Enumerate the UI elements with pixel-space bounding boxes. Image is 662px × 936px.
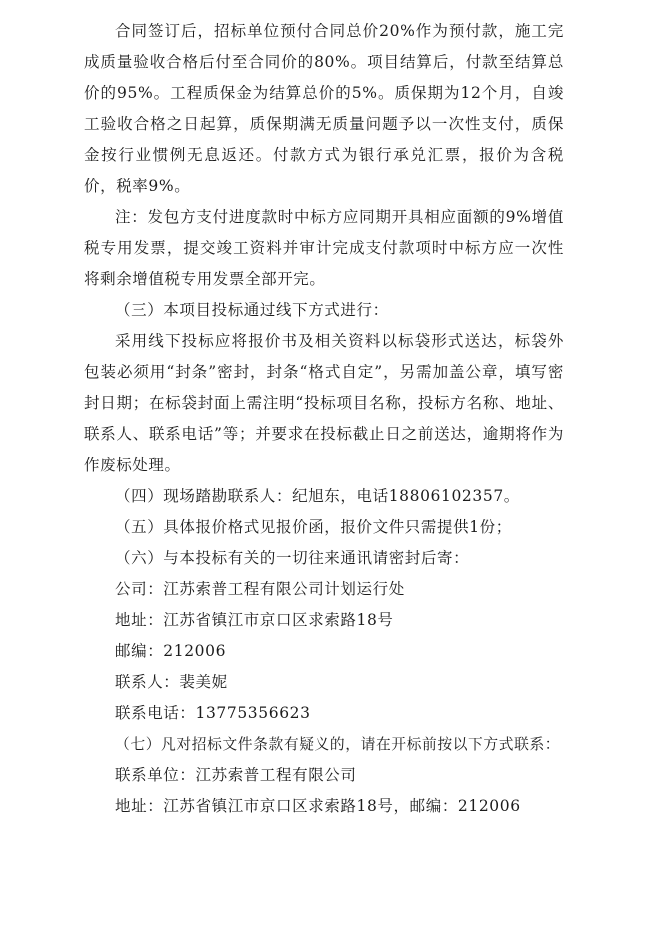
mailing-instruction: （六）与本投标有关的一切往来通讯请密封后寄：: [115, 549, 470, 567]
company-line: 公司：江苏索普工程有限公司计划运行处: [115, 580, 405, 598]
offline-bidding-paragraph: 采用线下投标应将报价书及相关资料以标袋形式送达，标袋外包装必须用“封条”密封，封条“格式自定”，另需加盖公章，填写密封日期；在标袋封面上需注明“投标项目名称，投标方名称、地址、联系人、联系电话”等；并要求在投标截止日之前送达，逾期将作为作废标处理。: [84, 332, 564, 474]
payment-terms-paragraph: 合同签订后，招标单位预付合同总价20%作为预付款，施工完成质量验收合格后付至合同价的80%。项目结算后，付款至结算总价的95%。工程质保金为结算总价的5%。质保期为12个月，自竣工验收合格之日起算，质保期满无质量问题予以一次性支付，质保金按行业惯例无息返还。付款方式为银行承兑汇票，报价为含税价，税率9%。: [84, 22, 564, 195]
invoice-note-paragraph: 注：发包方支付进度款时中标方应同期开具相应面额的9%增值税专用发票，提交竣工资料并审计完成支付款项时中标方应一次性将剩余增值税专用发票全部开完。: [84, 208, 564, 288]
address-postcode-line: 地址：江苏省镇江市京口区求索路18号，邮编：212006: [115, 797, 521, 815]
contact-unit-line: 联系单位：江苏索普工程有限公司: [115, 766, 357, 784]
section-7-heading: （七）凡对招标文件条款有疑义的，请在开标前按以下方式联系：: [115, 736, 561, 753]
quote-format-note: （五）具体报价格式见报价函，报价文件只需提供1份；: [115, 518, 512, 536]
contact-phone-line: 联系电话：13775356623: [115, 704, 311, 722]
address-line: 地址：江苏省镇江市京口区求索路18号: [115, 611, 394, 629]
contact-person-line: 联系人：裴美妮: [115, 673, 228, 691]
site-survey-contact: （四）现场踏勘联系人：纪旭东，电话18806102357。: [115, 487, 520, 505]
section-3-heading: （三）本项目投标通过线下方式进行：: [115, 301, 389, 319]
document-body: [84, 16, 564, 822]
postcode-line: 邮编：212006: [115, 642, 227, 660]
